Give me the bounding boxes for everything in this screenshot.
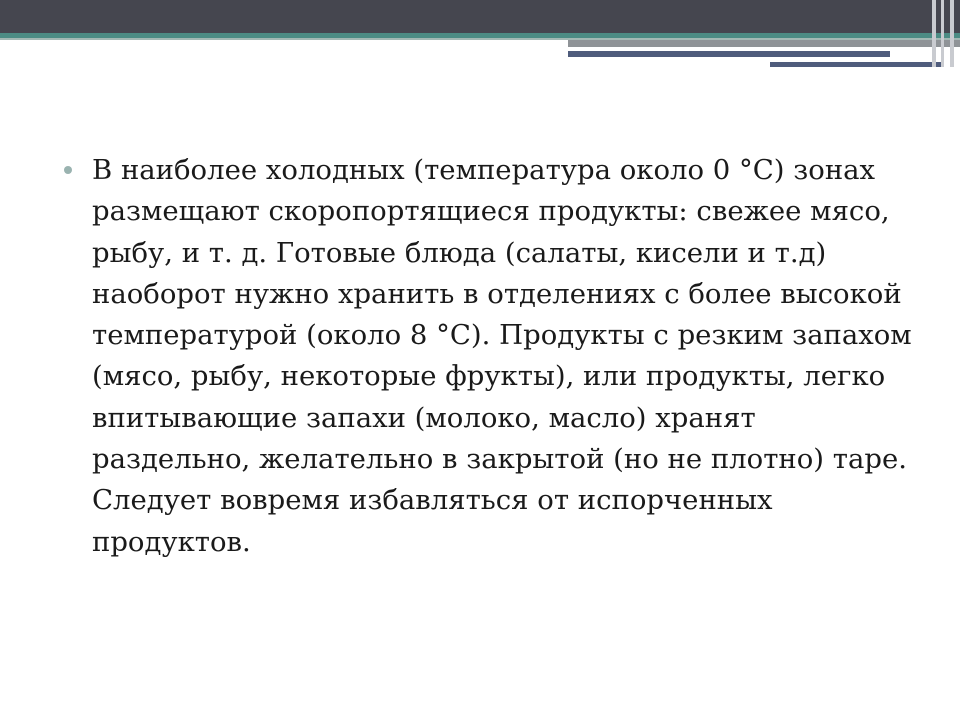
header-edge-strip [932,0,936,67]
bullet-text: В наиболее холодных (температура около 0 °С) зонах размещают скоропортящиеся продукты: свежее мясо, рыбу, и т. д. Готовые блюда (салаты, кисели и т.д) наоборот нужно хранить в отделениях с более высокой температурой (около 8 °С). Продукты с резким запахом (мясо, рыбу, некоторые фрукты), или продукты, легко впитывающие запахи (молоко, масло) хранят раздельно, желательно в закрытой (но не плотно) таре. Следует вовремя избавляться от испорченных продуктов. [92,154,912,558]
header-edge-strip [950,0,954,67]
header-gray-tab [568,40,960,47]
bullet-dot-icon [64,166,72,174]
header-decor-bar [568,51,890,57]
bullet-item [62,150,912,563]
bullet-list [62,150,912,563]
header-decor-bar-short [770,62,942,67]
header-band [0,0,960,33]
header-edge-strip [941,0,944,67]
